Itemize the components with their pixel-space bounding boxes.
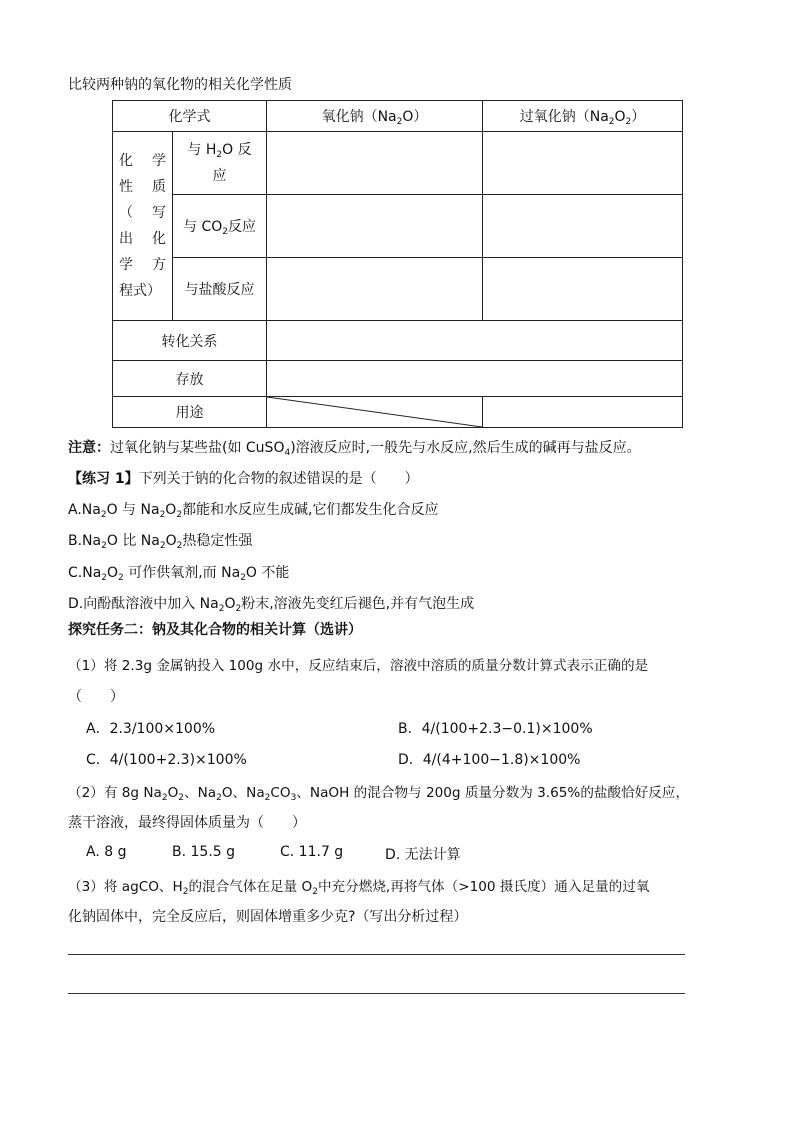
header-na2o: 氧化钠$(Na_2O)$ bbox=[267, 101, 483, 132]
q2-line1: （2）有 8g $Na_2O_2$、$Na_2O$、$Na_2CO_3$、NaOH 的混合物与 200g 质量分数为 3.65%的盐酸恰好反应， bbox=[68, 785, 690, 803]
row-label-use: 用途 bbox=[113, 397, 267, 428]
row-label-transform: 转化关系 bbox=[113, 321, 267, 361]
exercise1-option-c: $C.Na_2O_2$ 可作供氧剂,而 $Na_2O$ 不能 bbox=[68, 565, 290, 583]
q2-option-b: B. 15.5 g bbox=[172, 844, 236, 860]
q1-blank: （ ） bbox=[68, 689, 124, 705]
q1-option-b: B．4/(100+2.3−0.1)×100% bbox=[398, 721, 593, 737]
cell-storage bbox=[267, 361, 683, 397]
row-label-storage: 存放 bbox=[113, 361, 267, 397]
q3-line1: （3）将 agCO、$H_2$的混合气体在足量 $O_2$中充分燃烧,再将气体（>100 摄氏度）通入足量的过氧 bbox=[68, 879, 650, 897]
task2-title: 探究任务二：钠及其化合物的相关计算（选讲） bbox=[68, 622, 362, 638]
cell-use-na2o2 bbox=[483, 397, 683, 428]
q3-line2: 化钠固体中，完全反应后，则固体增重多少克?（写出分析过程） bbox=[68, 909, 468, 925]
note-line: 注意：过氧化钠与某些盐(如 CuSO$_4$)溶液反应时,一般先与水反应,然后生成的碱再与盐反应。 bbox=[68, 440, 641, 458]
exercise1-label: 【练习 1】 bbox=[68, 471, 139, 487]
q2-line2: 蒸干溶液，最终得固体质量为（ ） bbox=[68, 815, 306, 831]
cell-transform bbox=[267, 321, 683, 361]
table-row-transform bbox=[113, 321, 683, 361]
cell-use-na2o-diagonal bbox=[267, 397, 483, 428]
row-label-hcl: 与盐酸反应 bbox=[173, 258, 267, 321]
table-header-row bbox=[113, 101, 683, 132]
table-row-hcl bbox=[113, 258, 683, 321]
header-na2o2: 过氧化钠$(Na_2O_2)$ bbox=[483, 101, 683, 132]
q1-option-c: C．4/(100+2.3)×100% bbox=[86, 752, 247, 768]
exercise1-option-b: $B.Na_2O$ 比 $Na_2O_2$热稳定性强 bbox=[68, 533, 253, 551]
comparison-table bbox=[112, 100, 683, 428]
note-label: 注意： bbox=[68, 440, 110, 456]
page-title: 比较两种钠的氧化物的相关化学性质 bbox=[68, 77, 292, 93]
exercise1-stem: 【练习 1】下列关于钠的化合物的叙述错误的是（ ） bbox=[68, 471, 419, 487]
q2-option-c: C. 11.7 g bbox=[280, 844, 344, 860]
diagonal-strike bbox=[267, 397, 482, 427]
table-row-co2 bbox=[113, 195, 683, 258]
q1-option-a: A．2.3/100×100% bbox=[86, 721, 216, 737]
row-label-h2o: 与 $H_2O$ 反 应 bbox=[173, 132, 267, 195]
q1-stem: （1）将 2.3g 金属钠投入 100g 水中，反应结束后，溶液中溶质的质量分数计算式表示正确的是 bbox=[68, 658, 649, 674]
cell-na2o-h2o bbox=[267, 132, 483, 195]
cell-na2o-hcl bbox=[267, 258, 483, 321]
exercise1-option-a: $A.Na_2O$ 与 $Na_2O_2$都能和水反应生成碱,它们都发生化合反应 bbox=[68, 502, 439, 520]
cell-na2o-co2 bbox=[267, 195, 483, 258]
side-label-chemical-properties: 化 学 性 质 （ 写 出 化 学 方 程式） bbox=[113, 132, 173, 321]
table-row-use bbox=[113, 397, 683, 428]
cell-na2o2-co2 bbox=[483, 195, 683, 258]
answer-line-1[interactable] bbox=[68, 954, 685, 955]
q2-option-a: A. 8 g bbox=[86, 844, 127, 860]
cell-na2o2-h2o bbox=[483, 132, 683, 195]
answer-line-2[interactable] bbox=[68, 993, 685, 994]
cell-na2o2-hcl bbox=[483, 258, 683, 321]
header-formula: 化学式 bbox=[113, 101, 267, 132]
table-row-h2o bbox=[113, 132, 683, 195]
q1-option-d: D．4/(4+100−1.8)×100% bbox=[398, 752, 581, 768]
table-row-storage bbox=[113, 361, 683, 397]
row-label-co2: 与 $CO_2$反应 bbox=[173, 195, 267, 258]
exercise1-option-d: D.向酚酞溶液中加入 $Na_2O_2$粉末,溶液先变红后褪色,并有气泡生成 bbox=[68, 596, 475, 614]
q2-option-d: D. 无法计算 bbox=[385, 847, 461, 863]
